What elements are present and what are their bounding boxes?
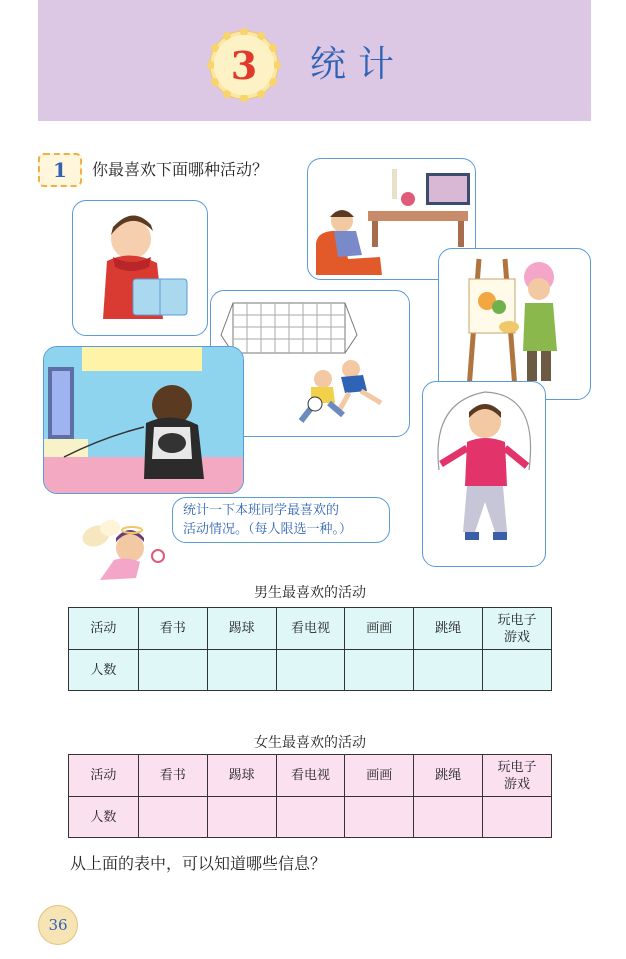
count-cell[interactable] (276, 650, 345, 691)
painting-illustration (438, 248, 591, 400)
column-header: 看电视 (276, 755, 345, 797)
boys-activity-table (68, 607, 552, 691)
column-header: 画画 (345, 755, 414, 797)
reading-illustration (72, 200, 208, 336)
chapter-title: 统计 (310, 44, 407, 85)
boys-table-caption: 男生最喜欢的活动 (254, 585, 366, 601)
column-header: 跳绳 (414, 608, 483, 650)
count-cell[interactable] (414, 797, 483, 838)
girls-activity-table (68, 754, 552, 838)
column-header-text: 玩电子游戏 (497, 759, 537, 792)
column-header: 踢球 (207, 608, 276, 650)
count-cell[interactable] (207, 797, 276, 838)
count-cell[interactable] (483, 650, 552, 691)
column-header (483, 755, 552, 797)
count-cell[interactable] (138, 650, 207, 691)
speech-bubble (172, 497, 390, 543)
row-label: 人数 (69, 797, 139, 838)
page-number: 36 (38, 905, 78, 945)
column-header: 画画 (345, 608, 414, 650)
column-header-text: 玩电子游戏 (497, 612, 537, 645)
count-cell[interactable] (483, 797, 552, 838)
header-label: 活动 (69, 755, 139, 797)
count-cell[interactable] (345, 650, 414, 691)
table-header-row (69, 755, 552, 797)
table-header-row (69, 608, 552, 650)
column-header: 看电视 (276, 608, 345, 650)
girls-table-caption: 女生最喜欢的活动 (254, 735, 366, 751)
speech-bubble-line2: 活动情况。（每人限选一种。） (183, 522, 353, 537)
problem-number: 1 (38, 153, 82, 187)
angel-character-icon (80, 516, 168, 588)
count-cell[interactable] (345, 797, 414, 838)
speech-bubble-line1: 统计一下本班同学最喜欢的 (183, 503, 340, 518)
count-cell[interactable] (276, 797, 345, 838)
column-header: 看书 (138, 755, 207, 797)
chapter-number: 3 (230, 42, 258, 88)
header-label: 活动 (69, 608, 139, 650)
column-header (483, 608, 552, 650)
followup-question: 从上面的表中，可以知道哪些信息？ (70, 854, 327, 873)
column-header: 跳绳 (414, 755, 483, 797)
problem-question: 你最喜欢下面哪种活动？ (92, 160, 269, 179)
count-cell[interactable] (207, 650, 276, 691)
table-row (69, 797, 552, 838)
table-row (69, 650, 552, 691)
jump-rope-illustration (422, 381, 546, 567)
count-cell[interactable] (138, 797, 207, 838)
count-cell[interactable] (414, 650, 483, 691)
column-header: 踢球 (207, 755, 276, 797)
row-label: 人数 (69, 650, 139, 691)
column-header: 看书 (138, 608, 207, 650)
video-game-illustration (43, 346, 244, 494)
